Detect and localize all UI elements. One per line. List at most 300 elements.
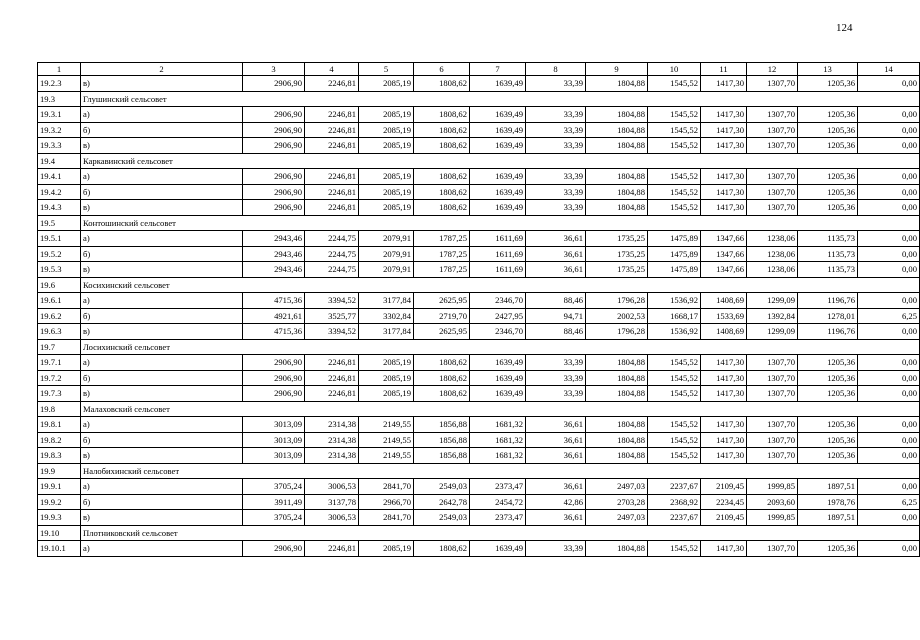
table-cell: 1417,30 [701, 432, 747, 448]
table-cell: 1808,62 [414, 122, 470, 138]
table-cell: 2346,70 [470, 324, 526, 340]
table-cell: 1307,70 [747, 541, 798, 557]
table-cell: 6,25 [858, 494, 920, 510]
table-cell: 1545,52 [648, 417, 701, 433]
table-cell: 0,00 [858, 479, 920, 495]
table-cell: 1417,30 [701, 138, 747, 154]
row-code: 19.3.3 [38, 138, 81, 154]
section-name: Плотниковский сельсовет [81, 525, 920, 541]
table-cell: 1808,62 [414, 76, 470, 92]
table-cell: 1639,49 [470, 76, 526, 92]
table-cell: 1205,36 [798, 355, 858, 371]
table-cell: 2906,90 [243, 169, 305, 185]
column-header: 10 [648, 63, 701, 76]
table-cell: 33,39 [526, 386, 586, 402]
table-cell: 3006,53 [305, 479, 359, 495]
section-name: Лосихинский сельсовет [81, 339, 920, 355]
row-code: 19.8.2 [38, 432, 81, 448]
table-cell: 1735,25 [586, 231, 648, 247]
table-cell: 1804,88 [586, 370, 648, 386]
table-cell: 2246,81 [305, 370, 359, 386]
table-cell: 1417,30 [701, 541, 747, 557]
table-cell: 2906,90 [243, 200, 305, 216]
table-cell: 33,39 [526, 355, 586, 371]
table-cell: 1205,36 [798, 541, 858, 557]
table-cell: 2549,03 [414, 510, 470, 526]
table-cell: 2093,60 [747, 494, 798, 510]
table-row [38, 262, 920, 278]
table-cell: 2246,81 [305, 169, 359, 185]
table-row [38, 169, 920, 185]
table-cell: 2234,45 [701, 494, 747, 510]
table-cell: 1347,66 [701, 231, 747, 247]
table-cell: 0,00 [858, 231, 920, 247]
table-cell: 88,46 [526, 324, 586, 340]
table-cell: 1307,70 [747, 386, 798, 402]
table-cell: 1307,70 [747, 184, 798, 200]
section-row [38, 463, 920, 479]
table-cell: 33,39 [526, 370, 586, 386]
table-cell: 1417,30 [701, 107, 747, 123]
table-cell: 1205,36 [798, 386, 858, 402]
table-cell: 1545,52 [648, 107, 701, 123]
section-name: Косихинский сельсовет [81, 277, 920, 293]
table-cell: 33,39 [526, 200, 586, 216]
table-cell: 1808,62 [414, 370, 470, 386]
row-code: 19.8.3 [38, 448, 81, 464]
table-cell: 1545,52 [648, 432, 701, 448]
table-cell: 1238,06 [747, 246, 798, 262]
table-row [38, 324, 920, 340]
table-row [38, 122, 920, 138]
table-cell: 3177,84 [359, 293, 414, 309]
row-code: 19.8.1 [38, 417, 81, 433]
section-row [38, 153, 920, 169]
table-cell: 1307,70 [747, 138, 798, 154]
table-cell: 2085,19 [359, 169, 414, 185]
table-cell: 2966,70 [359, 494, 414, 510]
table-cell: 2373,47 [470, 479, 526, 495]
row-subitem: в) [81, 448, 243, 464]
table-cell: 33,39 [526, 541, 586, 557]
table-cell: 1278,01 [798, 308, 858, 324]
table-cell: 1978,76 [798, 494, 858, 510]
section-name: Контошинский сельсовет [81, 215, 920, 231]
table-cell: 1417,30 [701, 370, 747, 386]
table-cell: 2079,91 [359, 246, 414, 262]
table-cell: 1639,49 [470, 200, 526, 216]
table-cell: 2149,55 [359, 417, 414, 433]
table-row [38, 246, 920, 262]
table-cell: 2085,19 [359, 138, 414, 154]
table-cell: 1205,36 [798, 76, 858, 92]
column-header: 1 [38, 63, 81, 76]
column-header: 2 [81, 63, 243, 76]
table-cell: 1804,88 [586, 541, 648, 557]
table-cell: 0,00 [858, 510, 920, 526]
table-row [38, 370, 920, 386]
table-cell: 2079,91 [359, 231, 414, 247]
table-cell: 0,00 [858, 324, 920, 340]
table-cell: 2497,03 [586, 479, 648, 495]
table-cell: 1639,49 [470, 355, 526, 371]
table-cell: 2085,19 [359, 541, 414, 557]
table-cell: 1205,36 [798, 432, 858, 448]
table-cell: 2246,81 [305, 355, 359, 371]
table-row [38, 138, 920, 154]
row-subitem: в) [81, 386, 243, 402]
table-cell: 1804,88 [586, 122, 648, 138]
table-cell: 2625,95 [414, 324, 470, 340]
table-cell: 1897,51 [798, 479, 858, 495]
table-cell: 1536,92 [648, 324, 701, 340]
table-cell: 2906,90 [243, 386, 305, 402]
section-row [38, 277, 920, 293]
table-cell: 1417,30 [701, 76, 747, 92]
row-code: 19.4.3 [38, 200, 81, 216]
table-cell: 3177,84 [359, 324, 414, 340]
table-cell: 2246,81 [305, 122, 359, 138]
table-cell: 2906,90 [243, 370, 305, 386]
page-number: 124 [836, 22, 853, 34]
table-cell: 2109,45 [701, 479, 747, 495]
row-subitem: а) [81, 169, 243, 185]
table-row [38, 293, 920, 309]
table-cell: 2314,38 [305, 417, 359, 433]
table-row [38, 355, 920, 371]
table-cell: 0,00 [858, 432, 920, 448]
table-cell: 3137,78 [305, 494, 359, 510]
table-cell: 0,00 [858, 355, 920, 371]
table-row [38, 448, 920, 464]
column-header: 7 [470, 63, 526, 76]
row-subitem: в) [81, 324, 243, 340]
section-row [38, 401, 920, 417]
section-row [38, 525, 920, 541]
table-cell: 1417,30 [701, 200, 747, 216]
table-cell: 2246,81 [305, 386, 359, 402]
table-cell: 3013,09 [243, 448, 305, 464]
table-cell: 1639,49 [470, 386, 526, 402]
row-code: 19.9.1 [38, 479, 81, 495]
row-subitem: а) [81, 293, 243, 309]
table-cell: 1639,49 [470, 370, 526, 386]
table-cell: 6,25 [858, 308, 920, 324]
table-row [38, 308, 920, 324]
table-cell: 2625,95 [414, 293, 470, 309]
table-cell: 36,61 [526, 246, 586, 262]
table-cell: 1417,30 [701, 417, 747, 433]
table-cell: 0,00 [858, 370, 920, 386]
row-subitem: б) [81, 308, 243, 324]
table-cell: 1307,70 [747, 76, 798, 92]
row-code: 19.7.2 [38, 370, 81, 386]
table-cell: 0,00 [858, 200, 920, 216]
table-cell: 33,39 [526, 138, 586, 154]
row-code: 19.7.1 [38, 355, 81, 371]
table-row [38, 541, 920, 557]
column-header: 3 [243, 63, 305, 76]
table-cell: 1804,88 [586, 386, 648, 402]
row-code: 19.7.3 [38, 386, 81, 402]
row-code: 19.6.3 [38, 324, 81, 340]
table-cell: 1417,30 [701, 122, 747, 138]
table-cell: 2149,55 [359, 448, 414, 464]
table-cell: 3911,49 [243, 494, 305, 510]
table-cell: 1668,17 [648, 308, 701, 324]
table-cell: 36,61 [526, 417, 586, 433]
table-cell: 1205,36 [798, 107, 858, 123]
table-cell: 1545,52 [648, 169, 701, 185]
table-cell: 4921,61 [243, 308, 305, 324]
table-cell: 1808,62 [414, 200, 470, 216]
table-cell: 36,61 [526, 448, 586, 464]
table-cell: 1545,52 [648, 122, 701, 138]
table-cell: 0,00 [858, 417, 920, 433]
table-cell: 2373,47 [470, 510, 526, 526]
table-cell: 3013,09 [243, 417, 305, 433]
table-cell: 2244,75 [305, 246, 359, 262]
table-cell: 0,00 [858, 138, 920, 154]
table-cell: 94,71 [526, 308, 586, 324]
table-cell: 1205,36 [798, 169, 858, 185]
table-cell: 1205,36 [798, 417, 858, 433]
table-cell: 0,00 [858, 246, 920, 262]
table-cell: 1307,70 [747, 432, 798, 448]
table-cell: 36,61 [526, 262, 586, 278]
row-code: 19.4.2 [38, 184, 81, 200]
column-header: 11 [701, 63, 747, 76]
row-subitem: а) [81, 417, 243, 433]
table-cell: 2454,72 [470, 494, 526, 510]
row-code: 19.3.2 [38, 122, 81, 138]
table-cell: 1392,84 [747, 308, 798, 324]
table-cell: 2346,70 [470, 293, 526, 309]
table-cell: 1796,28 [586, 324, 648, 340]
row-subitem: б) [81, 432, 243, 448]
table-cell: 2906,90 [243, 138, 305, 154]
table-cell: 3394,52 [305, 324, 359, 340]
row-subitem: а) [81, 107, 243, 123]
table-row [38, 479, 920, 495]
table-cell: 1804,88 [586, 76, 648, 92]
table-cell: 1808,62 [414, 138, 470, 154]
table-cell: 1611,69 [470, 231, 526, 247]
tariff-table [37, 62, 920, 557]
table-cell: 1545,52 [648, 138, 701, 154]
table-cell: 2246,81 [305, 138, 359, 154]
table-cell: 1205,36 [798, 200, 858, 216]
table-cell: 1135,73 [798, 231, 858, 247]
table-cell: 0,00 [858, 122, 920, 138]
table-cell: 2703,28 [586, 494, 648, 510]
table-row [38, 200, 920, 216]
table-cell: 2246,81 [305, 76, 359, 92]
table-cell: 3705,24 [243, 479, 305, 495]
table-cell: 1307,70 [747, 417, 798, 433]
table-cell: 1611,69 [470, 262, 526, 278]
table-cell: 1681,32 [470, 432, 526, 448]
table-cell: 2943,46 [243, 231, 305, 247]
table-cell: 2085,19 [359, 122, 414, 138]
table-cell: 1639,49 [470, 138, 526, 154]
table-cell: 1135,73 [798, 262, 858, 278]
table-cell: 1196,76 [798, 293, 858, 309]
table-cell: 1804,88 [586, 184, 648, 200]
table-cell: 1808,62 [414, 355, 470, 371]
table-cell: 1307,70 [747, 448, 798, 464]
row-code: 19.6.1 [38, 293, 81, 309]
table-cell: 1808,62 [414, 107, 470, 123]
table-cell: 2314,38 [305, 448, 359, 464]
row-subitem: б) [81, 246, 243, 262]
table-cell: 2237,67 [648, 510, 701, 526]
section-row [38, 215, 920, 231]
table-cell: 2943,46 [243, 246, 305, 262]
table-cell: 36,61 [526, 231, 586, 247]
table-cell: 1804,88 [586, 355, 648, 371]
table-cell: 1545,52 [648, 355, 701, 371]
table-cell: 1999,85 [747, 479, 798, 495]
row-subitem: в) [81, 510, 243, 526]
section-code: 19.10 [38, 525, 81, 541]
table-cell: 1205,36 [798, 370, 858, 386]
table-cell: 1299,09 [747, 293, 798, 309]
table-cell: 1639,49 [470, 107, 526, 123]
section-row [38, 91, 920, 107]
table-cell: 1196,76 [798, 324, 858, 340]
table-row [38, 386, 920, 402]
column-header: 9 [586, 63, 648, 76]
table-cell: 2246,81 [305, 184, 359, 200]
table-cell: 1299,09 [747, 324, 798, 340]
row-code: 19.2.3 [38, 76, 81, 92]
row-subitem: б) [81, 122, 243, 138]
table-cell: 1417,30 [701, 448, 747, 464]
row-code: 19.9.3 [38, 510, 81, 526]
table-cell: 4715,36 [243, 324, 305, 340]
row-code: 19.5.2 [38, 246, 81, 262]
table-cell: 2246,81 [305, 200, 359, 216]
table-cell: 1639,49 [470, 541, 526, 557]
table-cell: 2244,75 [305, 231, 359, 247]
table-cell: 1545,52 [648, 76, 701, 92]
table-cell: 1135,73 [798, 246, 858, 262]
row-subitem: в) [81, 262, 243, 278]
section-code: 19.6 [38, 277, 81, 293]
table-cell: 33,39 [526, 76, 586, 92]
row-code: 19.4.1 [38, 169, 81, 185]
table-cell: 2246,81 [305, 107, 359, 123]
table-row [38, 510, 920, 526]
column-header: 13 [798, 63, 858, 76]
section-code: 19.5 [38, 215, 81, 231]
table-cell: 2841,70 [359, 510, 414, 526]
table-cell: 1804,88 [586, 200, 648, 216]
column-header: 4 [305, 63, 359, 76]
table-cell: 1475,89 [648, 262, 701, 278]
table-cell: 2427,95 [470, 308, 526, 324]
table-cell: 88,46 [526, 293, 586, 309]
table-cell: 0,00 [858, 76, 920, 92]
table-cell: 1999,85 [747, 510, 798, 526]
section-code: 19.4 [38, 153, 81, 169]
table-cell: 2085,19 [359, 107, 414, 123]
table-cell: 2085,19 [359, 370, 414, 386]
section-code: 19.3 [38, 91, 81, 107]
table-cell: 33,39 [526, 107, 586, 123]
table-cell: 1545,52 [648, 448, 701, 464]
table-cell: 2642,78 [414, 494, 470, 510]
table-cell: 1238,06 [747, 231, 798, 247]
table-cell: 2943,46 [243, 262, 305, 278]
table-cell: 36,61 [526, 432, 586, 448]
table-cell: 1238,06 [747, 262, 798, 278]
table-cell: 2085,19 [359, 184, 414, 200]
table-cell: 1205,36 [798, 448, 858, 464]
row-code: 19.9.2 [38, 494, 81, 510]
table-cell: 2906,90 [243, 541, 305, 557]
table-cell: 2149,55 [359, 432, 414, 448]
table-row [38, 231, 920, 247]
table-cell: 2549,03 [414, 479, 470, 495]
table-cell: 0,00 [858, 184, 920, 200]
column-header: 5 [359, 63, 414, 76]
table-cell: 1804,88 [586, 417, 648, 433]
row-code: 19.10.1 [38, 541, 81, 557]
table-header-row [38, 63, 920, 76]
row-subitem: б) [81, 184, 243, 200]
column-header: 14 [858, 63, 920, 76]
table-cell: 1545,52 [648, 541, 701, 557]
table-cell: 1307,70 [747, 107, 798, 123]
table-cell: 1787,25 [414, 262, 470, 278]
table-cell: 1787,25 [414, 231, 470, 247]
table-cell: 1536,92 [648, 293, 701, 309]
table-cell: 33,39 [526, 122, 586, 138]
table-cell: 1808,62 [414, 386, 470, 402]
table-cell: 1307,70 [747, 169, 798, 185]
column-header: 12 [747, 63, 798, 76]
table-cell: 1808,62 [414, 541, 470, 557]
table-cell: 1417,30 [701, 169, 747, 185]
table-cell: 0,00 [858, 448, 920, 464]
table-row [38, 184, 920, 200]
table-cell: 2085,19 [359, 200, 414, 216]
section-code: 19.9 [38, 463, 81, 479]
table-cell: 1545,52 [648, 370, 701, 386]
column-header: 8 [526, 63, 586, 76]
table-cell: 4715,36 [243, 293, 305, 309]
table-cell: 1808,62 [414, 184, 470, 200]
table-cell: 1897,51 [798, 510, 858, 526]
table-cell: 2002,53 [586, 308, 648, 324]
table-cell: 1787,25 [414, 246, 470, 262]
table-cell: 1639,49 [470, 122, 526, 138]
table-cell: 2079,91 [359, 262, 414, 278]
table-cell: 2368,92 [648, 494, 701, 510]
table-cell: 2109,45 [701, 510, 747, 526]
table-cell: 2497,03 [586, 510, 648, 526]
row-subitem: а) [81, 231, 243, 247]
table-cell: 1804,88 [586, 107, 648, 123]
table-cell: 1545,52 [648, 200, 701, 216]
row-code: 19.3.1 [38, 107, 81, 123]
table-cell: 42,86 [526, 494, 586, 510]
table-cell: 1681,32 [470, 448, 526, 464]
row-subitem: в) [81, 138, 243, 154]
table-cell: 0,00 [858, 386, 920, 402]
